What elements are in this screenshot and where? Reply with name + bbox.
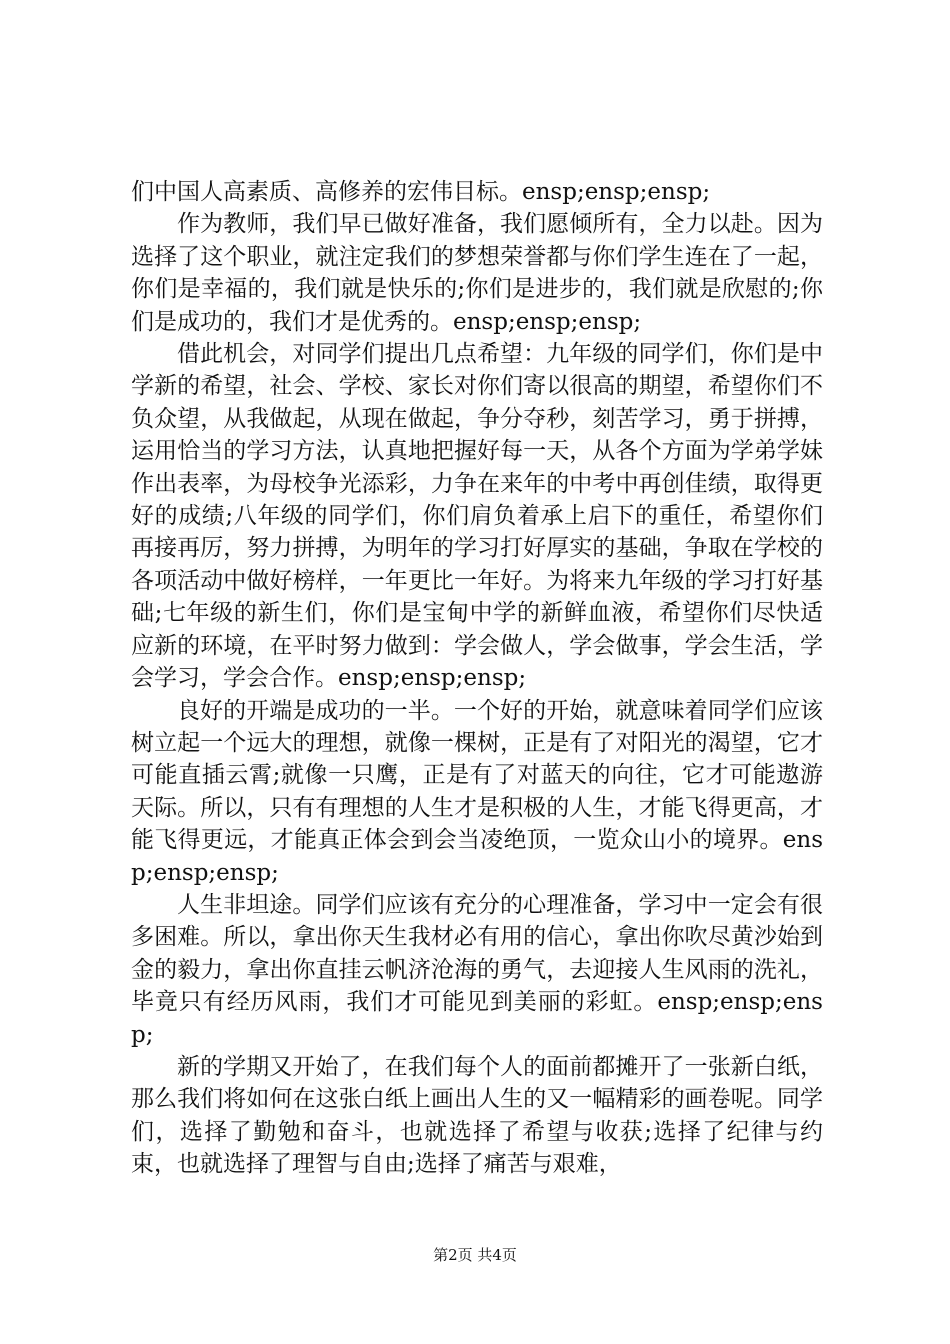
document-body — [131, 176, 823, 1181]
paragraph-life-path: 人生非坦途。同学们应该有充分的心理准备，学习中一定会有很多困难。所以，拿出你天生我材必有用的信心，拿出你吹尽黄沙始到金的毅力，拿出你直挂云帆济沧海的勇气，去迎接人生风雨的洗礼，毕竟只有经历风雨，我们才可能见到美丽的彩虹。ensp;ensp;ensp; — [131, 891, 823, 1048]
paragraph-continuation: 们中国人高素质、高修养的宏伟目标。ensp;ensp;ensp; — [131, 179, 711, 205]
paragraph-teachers: 作为教师，我们早已做好准备，我们愿倾所有，全力以赴。因为选择了这个职业，就注定我们的梦想荣誉都与你们学生连在了一起，你们是幸福的，我们就是快乐的;你们是进步的，我们就是欣慰的;你们是成功的，我们才是优秀的。ensp;ensp;ensp; — [131, 211, 823, 335]
paragraph-hopes: 借此机会，对同学们提出几点希望：九年级的同学们，你们是中学新的希望，社会、学校、家长对你们寄以很高的期望，希望你们不负众望，从我做起，从现在做起，争分夺秒，刻苦学习，勇于拼搏，运用恰当的学习方法，认真地把握好每一天，从各个方面为学弟学妹作出表率，为母校争光添彩，力争在来年的中考中再创佳绩，取得更好的成绩;八年级的同学们，你们肩负着承上启下的重任，希望你们再接再厉，努力拼搏，为明年的学习打好厚实的基础，争取在学校的各项活动中做好榜样，一年更比一年好。为将来九年级的学习打好基础;七年级的新生们，你们是宝甸中学的新鲜血液，希望你们尽快适应新的环境，在平时努力做到：学会做人，学会做事，学会生活，学会学习，学会合作。ensp;ensp;ensp; — [131, 341, 823, 692]
page-footer: 第2页 共4页 — [433, 1246, 517, 1264]
paragraph-good-start: 良好的开端是成功的一半。一个好的开始，就意味着同学们应该树立起一个远大的理想，就像一棵树，正是有了对阳光的渴望，它才可能直插云霄;就像一只鹰，正是有了对蓝天的向往，它才可能遨游天际。所以，只有有理想的人生才是积极的人生，才能飞得更高，才能飞得更远，才能真正体会到会当凌绝顶，一览众山小的境界。ensp;ensp;ensp; — [131, 697, 823, 886]
paragraph-new-semester: 新的学期又开始了，在我们每个人的面前都摊开了一张新白纸，那么我们将如何在这张白纸上画出人生的又一幅精彩的画卷呢。同学们，选择了勤勉和奋斗，也就选择了希望与收获;选择了纪律与约束，也就选择了理智与自由;选择了痛苦与艰难， — [131, 1053, 823, 1178]
